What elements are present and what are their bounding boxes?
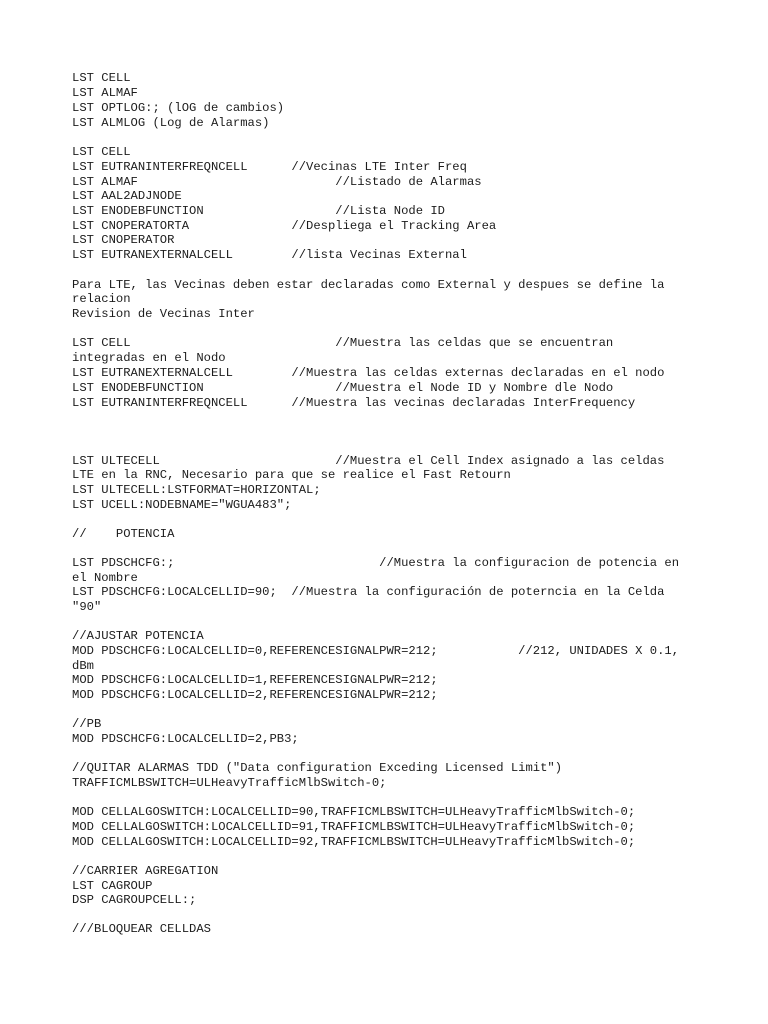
text-line: LST PDSCHCFG:LOCALCELLID=90; //Muestra la configuración de poterncia en la Celda	[72, 585, 665, 599]
text-line: relacion	[72, 292, 131, 306]
text-line: LST ENODEBFUNCTION //Lista Node ID	[72, 204, 445, 218]
text-line: LST ALMAF	[72, 86, 138, 100]
text-line: DSP CAGROUPCELL:;	[72, 893, 197, 907]
text-line: //QUITAR ALARMAS TDD ("Data configuration Exceding Licensed Limit")	[72, 761, 563, 775]
text-line: Revision de Vecinas Inter	[72, 307, 255, 321]
text-line: MOD PDSCHCFG:LOCALCELLID=2,REFERENCESIGNALPWR=212;	[72, 688, 438, 702]
text-line: dBm	[72, 659, 94, 673]
text-line: LST CELL	[72, 145, 131, 159]
text-line: LST UCELL:NODEBNAME="WGUA483";	[72, 498, 292, 512]
text-line: LST CAGROUP	[72, 879, 153, 893]
text-line: TRAFFICMLBSWITCH=ULHeavyTrafficMlbSwitch-0;	[72, 776, 387, 790]
text-line: LST CNOPERATOR	[72, 233, 175, 247]
text-line: LTE en la RNC, Necesario para que se realice el Fast Retourn	[72, 468, 511, 482]
text-line: LST ALMAF //Listado de Alarmas	[72, 175, 482, 189]
text-line: LST AAL2ADJNODE	[72, 189, 182, 203]
text-line: LST CELL //Muestra las celdas que se encuentran	[72, 336, 614, 350]
text-line: LST EUTRANINTERFREQNCELL //Muestra las vecinas declaradas InterFrequency	[72, 396, 636, 410]
text-line: LST PDSCHCFG:; //Muestra la configuracion de potencia en	[72, 556, 680, 570]
text-line: MOD CELLALGOSWITCH:LOCALCELLID=90,TRAFFICMLBSWITCH=ULHeavyTrafficMlbSwitch-0;	[72, 805, 636, 819]
text-line: Para LTE, las Vecinas deben estar declaradas como External y despues se define la	[72, 278, 665, 292]
text-line: MOD CELLALGOSWITCH:LOCALCELLID=91,TRAFFICMLBSWITCH=ULHeavyTrafficMlbSwitch-0;	[72, 820, 636, 834]
text-line: // POTENCIA	[72, 527, 175, 541]
text-line: MOD PDSCHCFG:LOCALCELLID=0,REFERENCESIGNALPWR=212; //212, UNIDADES X 0.1,	[72, 644, 680, 658]
text-line: LST CELL	[72, 71, 131, 85]
text-line: LST EUTRANEXTERNALCELL //Muestra las celdas externas declaradas en el nodo	[72, 366, 665, 380]
text-line: LST ULTECELL //Muestra el Cell Index asignado a las celdas	[72, 454, 665, 468]
text-line: MOD CELLALGOSWITCH:LOCALCELLID=92,TRAFFICMLBSWITCH=ULHeavyTrafficMlbSwitch-0;	[72, 835, 636, 849]
text-line: MOD PDSCHCFG:LOCALCELLID=2,PB3;	[72, 732, 299, 746]
text-line: //CARRIER AGREGATION	[72, 864, 219, 878]
text-line: MOD PDSCHCFG:LOCALCELLID=1,REFERENCESIGNALPWR=212;	[72, 673, 438, 687]
text-line: //PB	[72, 717, 102, 731]
text-line: LST EUTRANEXTERNALCELL //lista Vecinas External	[72, 248, 467, 262]
text-line: //AJUSTAR POTENCIA	[72, 629, 204, 643]
text-line: ///BLOQUEAR CELLDAS	[72, 922, 211, 936]
text-line: LST ULTECELL:LSTFORMAT=HORIZONTAL;	[72, 483, 321, 497]
text-line: "90"	[72, 600, 102, 614]
text-line: LST OPTLOG:; (lOG de cambios)	[72, 101, 285, 115]
text-line: integradas en el Nodo	[72, 351, 226, 365]
text-line: LST ALMLOG (Log de Alarmas)	[72, 116, 270, 130]
text-line: LST EUTRANINTERFREQNCELL //Vecinas LTE Inter Freq	[72, 160, 467, 174]
text-line: el Nombre	[72, 571, 138, 585]
text-line: LST CNOPERATORTA //Despliega el Tracking Area	[72, 219, 497, 233]
text-line: LST ENODEBFUNCTION //Muestra el Node ID y Nombre dle Nodo	[72, 381, 614, 395]
